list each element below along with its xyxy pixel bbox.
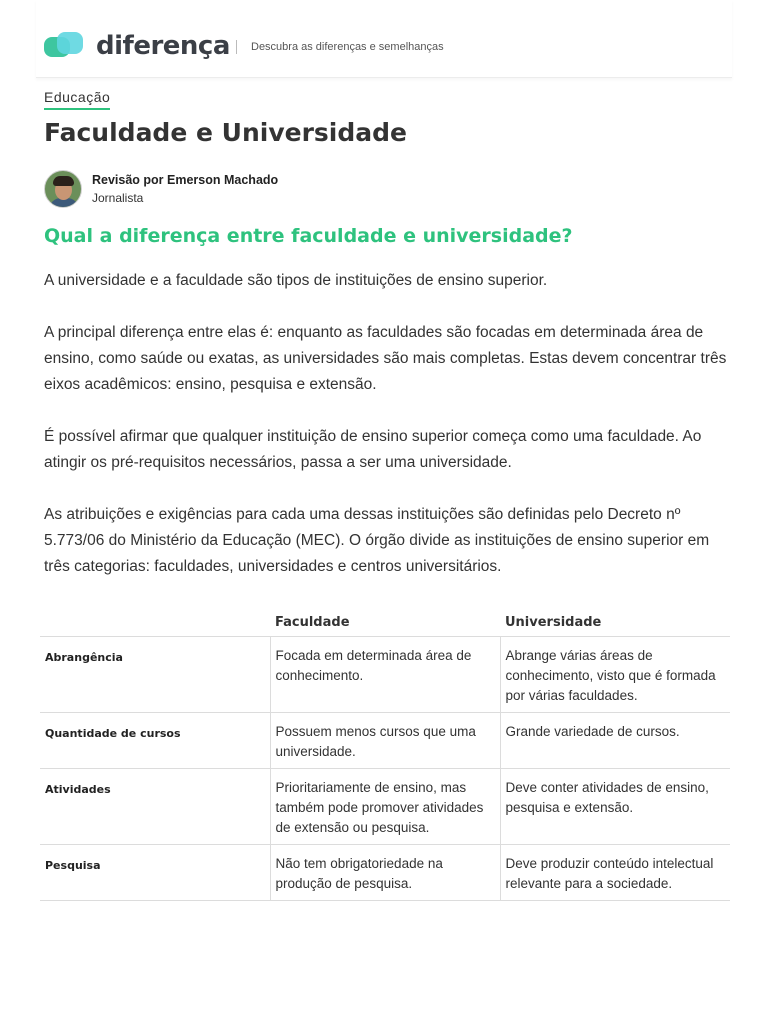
- table-row: [40, 845, 730, 901]
- table-cell: Focada em determinada área de conhecimento.: [270, 637, 500, 713]
- row-label: Quantidade de cursos: [40, 713, 270, 769]
- site-tagline: Descubra as diferenças e semelhanças: [236, 40, 444, 54]
- paragraph: As atribuições e exigências para cada uma dessas instituições são definidas pelo Decreto nº 5.773/06 do Ministério da Educação (MEC). O órgão divide as instituições de ensino superior em três categorias: faculdades, universidades e centros universitários.: [44, 506, 710, 575]
- article-body: [44, 268, 734, 606]
- paragraph: A universidade e a faculdade são tipos de instituições de ensino superior.: [44, 272, 548, 289]
- table-header-row: [40, 610, 730, 637]
- author-role: Jornalista: [92, 191, 144, 205]
- table-row: [40, 769, 730, 845]
- row-label: Abrangência: [40, 637, 270, 713]
- table-cell: Deve conter atividades de ensino, pesquisa e extensão.: [500, 769, 730, 845]
- table-header-faculdade: Faculdade: [270, 610, 500, 637]
- diferenca-logo-icon: [44, 30, 84, 62]
- row-label: Atividades: [40, 769, 270, 845]
- row-label: Pesquisa: [40, 845, 270, 901]
- author-avatar: [44, 170, 82, 208]
- paragraph: É possível afirmar que qualquer instituição de ensino superior começa como uma faculdade. Ao atingir os pré-requisitos necessários, passa a ser uma universidade.: [44, 428, 702, 471]
- table-cell: Deve produzir conteúdo intelectual relevante para a sociedade.: [500, 845, 730, 901]
- site-logo[interactable]: [44, 30, 230, 62]
- table-cell: Abrange várias áreas de conhecimento, visto que é formada por várias faculdades.: [500, 637, 730, 713]
- table-cell: Prioritariamente de ensino, mas também pode promover atividades de extensão ou pesquisa.: [270, 769, 500, 845]
- author-byline: [44, 170, 278, 208]
- page-title: Faculdade e Universidade: [44, 118, 407, 147]
- brand-name: diferença: [96, 31, 230, 61]
- site-header: [36, 0, 732, 78]
- category-link[interactable]: Educação: [44, 89, 110, 110]
- table-row: [40, 637, 730, 713]
- comparison-table: [40, 610, 730, 901]
- table-cell: Possuem menos cursos que uma universidade.: [270, 713, 500, 769]
- author-name: Revisão por Emerson Machado: [92, 173, 279, 187]
- table-header-universidade: Universidade: [500, 610, 730, 637]
- table-header: [40, 610, 270, 637]
- paragraph: A principal diferença entre elas é: enquanto as faculdades são focadas em determinada área de ensino, como saúde ou exatas, as universidades são mais completas. Estas devem concentrar três eixos acadêmicos: ensino, pesquisa e extensão.: [44, 324, 727, 393]
- section-heading: Qual a diferença entre faculdade e universidade?: [44, 225, 573, 247]
- table-cell: Grande variedade de cursos.: [500, 713, 730, 769]
- table-row: [40, 713, 730, 769]
- table-cell: Não tem obrigatoriedade na produção de pesquisa.: [270, 845, 500, 901]
